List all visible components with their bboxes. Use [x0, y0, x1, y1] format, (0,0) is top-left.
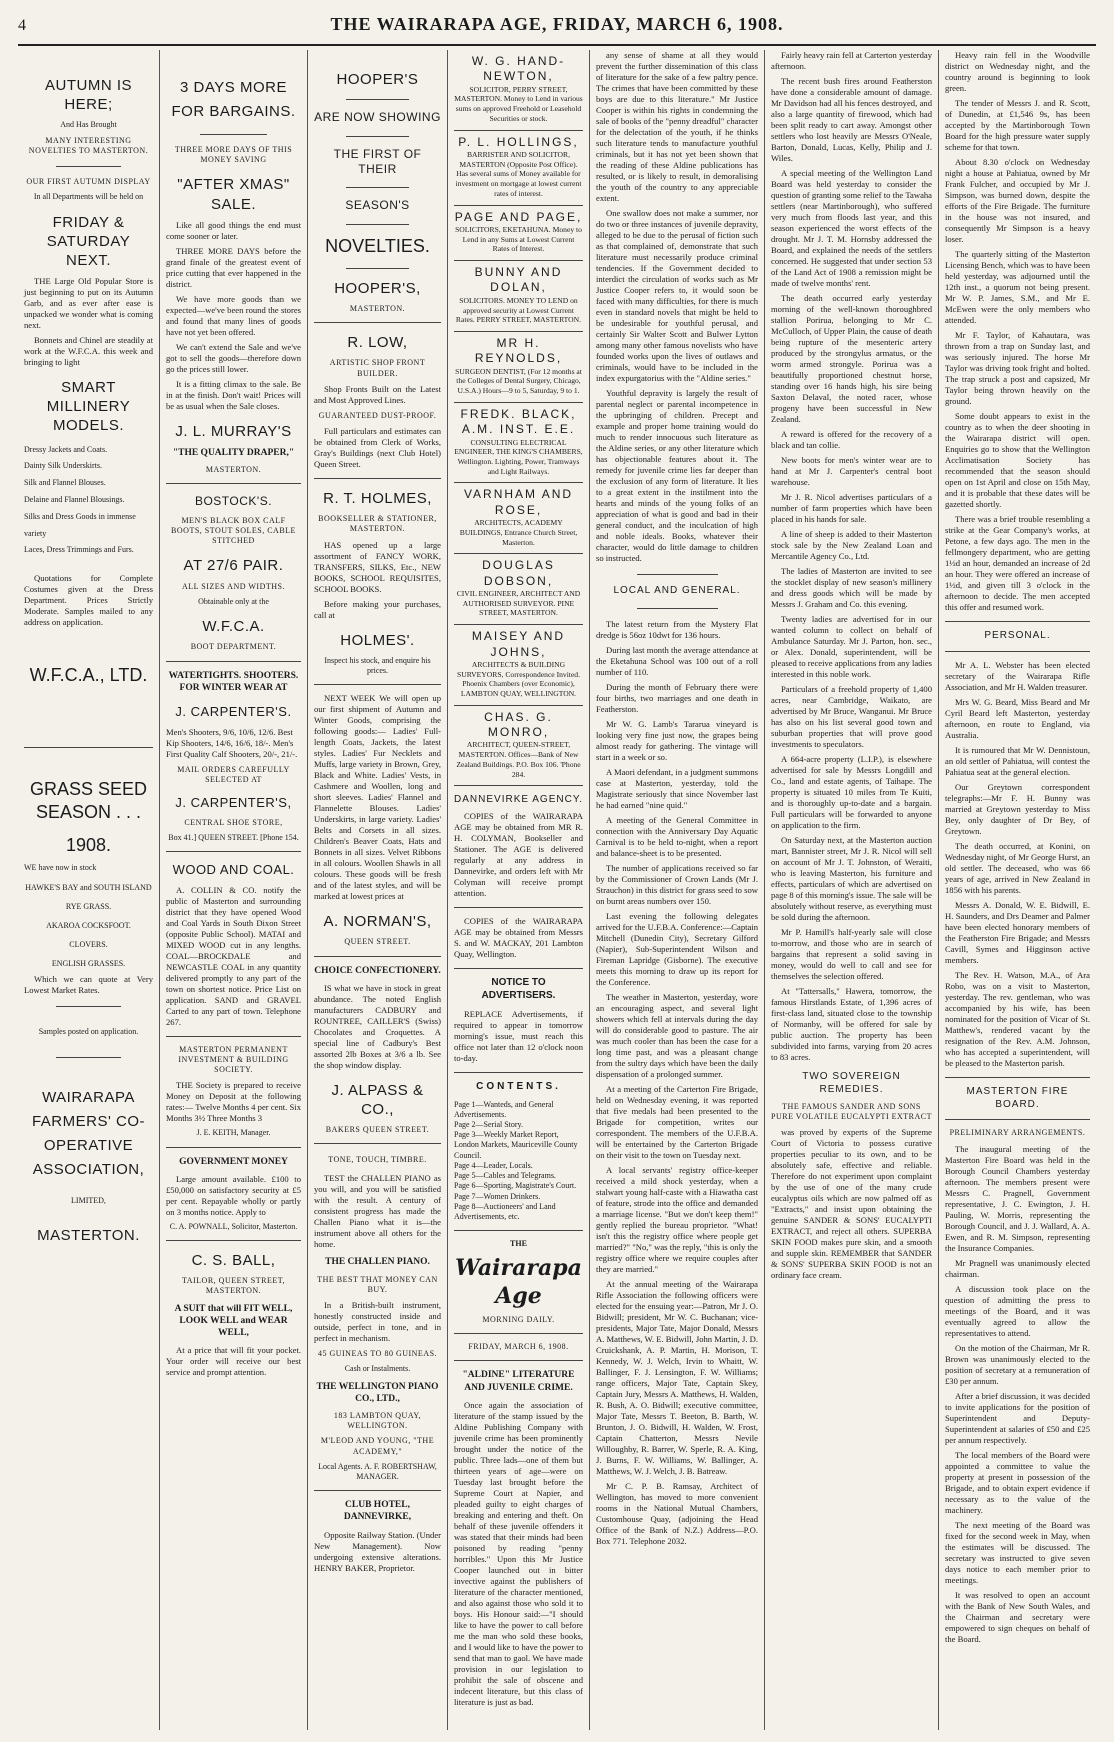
paper-logo: Wairarapa Age	[455, 1254, 582, 1309]
local-item: At the annual meeting of the Wairarapa Rifle Association the following officers were elected for the ensuing year:—Patron, Mr J. O. Bidwill; president, Mr W. C. Buchanan; vice-presidents, Major Tate, Major Donald, Messrs A. Matthews, W. E. Bidwill, John Martin, J. D. Cruickshank, A. P. Martin, H. Morison, T. Kennedy, W. J. Welch, Irvin to Whaitt, W. Ballinger, F. J. Lensington, F. W. Williams; range officers, Major Tate, Captain Skey, Captain Jury, Messrs A. Matthews, H. Walden, R. Bush, A. O. Bidwill; executive committee, Major Tate, Messrs T. Beeton, B. Barth, W. Brunton, J. O. Bidwill, H. Walden, W. Frost, Captain Chatterton, Messrs Nevile Willoughby, R. Barrer, W. Sperle, R. A. King, J. Burns, F. W. Williams, W. Ballinger, A. Matthews, W. J. Welch, J. B. Batreaw.	[596, 1278, 758, 1476]
carpenter-heading-2: J. CARPENTER'S,	[175, 794, 292, 810]
grass-heading: GRASS SEED SEASON . . .	[29, 779, 148, 823]
list-item: Dainty Silk Underskirts.	[24, 461, 102, 471]
list-item: Silks and Dress Goods in immense variety	[24, 511, 136, 538]
three-more-text: THREE MORE DAYS OF THIS MONEY SAVING	[174, 145, 293, 165]
card-line: ARCHITECTS & BUILDING SURVEYORS, Correspondence Invited. Phoenix Chambers (over Economic), LAMBTON QUAY, WELLINGTON.	[457, 659, 580, 699]
card-line: SOLICITOR, PERRY STREET, MASTERTON. Money to Lend in various sums on approved Freehold or Leasehold Securities or stock.	[454, 84, 583, 123]
business-card	[454, 206, 583, 262]
local-item: A Maori defendant, in a judgment summons case at Masterton, yesterday, told the Magistrate seriously that since November last he had earned "nine quid."	[596, 766, 758, 810]
ball-heading: C. S. BALL,	[191, 1252, 276, 1270]
masterton-text: MASTERTON.	[37, 1227, 140, 1245]
friday-heading: FRIDAY & SATURDAY NEXT.	[46, 213, 131, 269]
card-line: CONSULTING ELECTRICAL ENGINEER, THE KING'S CHAMBERS, Wellington. Lighting, Power, Tramways and Light Railways.	[454, 437, 583, 476]
pownall-text: C. A. POWNALL, Solicitor, Masterton.	[169, 1221, 298, 1231]
farmers-heading: WAIRARAPA FARMERS' CO-OPERATIVE ASSOCIATION,	[31, 1088, 146, 1178]
sizes-text: ALL SIZES AND WIDTHS.	[182, 581, 285, 591]
choice-heading: CHOICE CONFECTIONERY.	[314, 965, 441, 976]
local-item: The number of applications received so far by the Commissioner of Crown Lands (Mr J. Strauchon) in this district for grass seed to sow on burnt areas numbers over 150.	[596, 862, 758, 906]
grass-list	[24, 878, 153, 974]
price-text: AT 27/6 PAIR.	[183, 557, 284, 575]
wellington-piano-heading: THE WELLINGTON PIANO CO., LTD.,	[316, 1381, 439, 1404]
local-item: During last month the average attendance at the Eketahuna School was 100 out of a roll number of 110.	[596, 644, 758, 677]
sale-heading: "AFTER XMAS" SALE.	[177, 176, 290, 213]
list-item: Page 7—Women Drinkers.	[454, 1191, 541, 1201]
local-item: Particulars of a freehold property of 1,400 acres, near Cambridge, Waikato, are advertised by Mr Bruce, Wanganui. Mr Bruce has also on his list several good town and suburban properties that will prove good investments to speculators.	[771, 684, 932, 749]
carpenter-heading: J. CARPENTER'S.	[175, 703, 292, 719]
challen-text: TEST the CHALLEN PIANO as you will, and you will be satisfied with the result. A century of consistent progress has made the Challen Piano what it is—the instrument above all others for the home.	[314, 1173, 441, 1250]
central-text: CENTRAL SHOE STORE,	[184, 817, 283, 827]
local-item: On Saturday next, at the Masterton auction mart, Bannister street, Mr J. R. Nicol will sell on account of Mr J. T. Johnston, of Weraiti, who is leaving Masterton, his furniture and effects, particulars of which are advertised on page 8 of this morning's issue. The sale will be absolutely without reserve, as everything must be sold during the afternoon.	[771, 835, 932, 922]
notice-heading: NOTICE TO ADVERTISERS.	[481, 977, 556, 1001]
waterights-heading: WATERTIGHTS. SHOOTERS. FOR WINTER WEAR AT	[168, 670, 299, 693]
local-heading: LOCAL AND GENERAL.	[613, 585, 741, 596]
leader-text-2: any sense of shame at all they would prevent the further dissemination of this class of literature for the sake of a few paltry pence. The crimes that have been committed by these boys are due to this literature." Mr Justice Cooper is within his rights in condemning the sale of books of the "penny dreadful" character for the delectation of the youth, if he thinks such literature tends to manufacture youthful criminals, but it has not yet been shown that the reading of these Aldine publications has resulted, or is likely to result, in demoralising the youth of the country to any appreciable extent.	[596, 50, 758, 203]
fire-board-item: Mr Pragnell was unanimously elected chairman.	[945, 1257, 1090, 1279]
card-name: CHAS. G. MONRO,	[484, 709, 553, 740]
contents-heading: CONTENTS.	[476, 1080, 561, 1092]
boot-dept-text: BOOT DEPARTMENT.	[190, 642, 277, 652]
fire-board-item: It was resolved to open an account with the Bank of New South Wales, and the Chairman and secretary were empowered to sign cheques on behalf of the Board.	[945, 1589, 1090, 1644]
building-text: THE Society is prepared to receive Money on Deposit at the following rates:— Twelve Months 4 per cent. Six Months 3½ Three Months 3	[166, 1080, 301, 1124]
grass-seed-ad	[24, 778, 153, 1245]
low-heading: R. LOW,	[347, 334, 408, 352]
list-item: AKAROA COCKSFOOT.	[46, 920, 131, 930]
obtainable-text: Obtainable only at the	[198, 596, 269, 606]
list-item: Page 6—Sporting, Magistrate's Court.	[454, 1181, 577, 1191]
list-item: Page 5—Cables and Telegrams.	[454, 1171, 556, 1181]
best-text: THE BEST THAT MONEY CAN BUY.	[317, 1274, 438, 1294]
card-name: VARNHAM AND ROSE,	[463, 487, 574, 517]
local-item: Twenty ladies are advertised for in our wanted column to collect on behalf of Ambulance Saturday. Mr J. Parton, hon. sec., or Alex. Donald, superintendent, will be pleased to receive applications from any ladies interested in this noble work.	[771, 614, 932, 679]
sale-paragraph-5: It is a fitting climax to the sale. Be in at the finish. Don't wait! Prices will be as usual when the Sale closes.	[166, 378, 301, 411]
guineas-text: 45 GUINEAS TO 80 GUINEAS.	[317, 1349, 438, 1359]
dannevirke-heading: DANNEVIRKE AGENCY.	[454, 794, 583, 806]
bostock-heading: BOSTOCK'S.	[194, 494, 273, 509]
norman-heading: A. NORMAN'S,	[323, 913, 432, 931]
local-item: The weather in Masterton, yesterday, wore an encouraging aspect, and several light showers which fell at intervals during the day will do considerable good to pasture. The air was much cooler than has been the case for a long time past, and was a pleasant change from the sultry days which have been the daily dispensation of a prolonged summer.	[596, 991, 758, 1079]
business-card	[454, 261, 583, 332]
column-6	[765, 50, 939, 1730]
list-item: Laces, Dress Trimmings and Furs.	[24, 545, 134, 555]
card-name: FREDK. BLACK, A.M. INST. E.E.	[460, 406, 577, 437]
fire-board-subheading: PRELIMINARY ARRANGEMENTS.	[949, 1128, 1086, 1138]
card-name: W. G. HAND-NEWTON,	[471, 54, 566, 84]
list-item: CLOVERS.	[69, 940, 108, 950]
wood-text: A. COLLIN & CO. notify the public of Masterton and surrounding district that they have opened Wood and Coal Yards in South Dixon Street (opposite Public School). MATAI and MIXED WOOD cut in any lengths. COAL—BROCKDALE and NEWCASTLE COAL in any quantity delivered promptly to any part of the town on shortest notice. Price List on application. SAND and GRAVEL Carted to any part of town. Telephone 267.	[166, 884, 301, 1027]
tailor-text: TAILOR, QUEEN STREET, MASTERTON.	[181, 1276, 286, 1296]
editorial-masthead	[454, 1239, 583, 1361]
copies-text-1: COPIES of the WAIRARAPA AGE may be obtained from MR R. H. COLYMAN, Bookseller and Stationer. The AGE is delivered regularly at any address in Dannevirke, and orders left with Mr Colyman will receive prompt attention.	[454, 811, 583, 899]
card-name: DOUGLAS DOBSON,	[482, 558, 555, 588]
column-3	[308, 50, 448, 1730]
local-item: At a meeting of the Carterton Fire Brigade, held on Wednesday evening, it was reported that five medals had been presented to the Brigade for competition, writes our correspondent. The members of the U.F.B.A. will be entertained by the Carterton Brigade on their visit to the town on Tuesday next.	[596, 1083, 758, 1160]
ball-tailor-ad	[166, 1251, 301, 1378]
remedies-subheading: THE FAMOUS SANDER AND SONS PURE VOLATILE EUCALYPTI EXTRACT	[771, 1101, 932, 1121]
list-item: Page 1—Wanteds, and General Advertisements.	[454, 1099, 554, 1119]
personal-item: It is rumoured that Mr W. Dennistoun, an old settler of Pahiatua, will contest the Pahiatua seat at the general election.	[945, 744, 1090, 777]
business-card	[454, 131, 583, 206]
card-line: ARCHITECTS, ACADEMY BUILDINGS, Entrance Church Street, Masterton.	[459, 518, 578, 547]
days-heading: 3 DAYS MORE FOR BARGAINS.	[171, 79, 296, 120]
local-item: About 8.30 o'clock on Wednesday night a house at Pahiatua, owned by Mr Frank Fulcher, and occupied by Mr J. Simpson, was burned down, despite the efforts of the Fire Brigade. The furniture in the house was not insured, and consequently Mr Simpson is a heavy loser.	[945, 157, 1090, 244]
murray-heading: J. L. MURRAY'S	[175, 422, 292, 440]
shooters-text: Men's Shooters, 9/6, 10/6, 12/6. Best Kip Shooters, 14/6, 16/6, 18/-. Men's First Quality Calf Shooters, 20/-, 21/-.	[166, 726, 298, 759]
local-item: A special meeting of the Wellington Land Board was held yesterday to consider the question of granting some relief to the Tawaha settlers (near Martinborough), who suffered very much from floods last year, and this season experienced the worst effects of the drought. Mr J. T. M. Hornsby addressed the Board, and explained the needs of the settlers concerned. He suggested that under section 53 of the Land Act of 1908 a remission might be made of twelve months' rent.	[771, 168, 932, 288]
bostock-ad	[166, 494, 301, 652]
business-card	[454, 332, 583, 403]
challen-piano-ad	[314, 1152, 441, 1482]
departments-text: In all Departments will be held on	[33, 192, 144, 202]
stock-text: WE have now in stock	[24, 863, 97, 873]
notice-text: REPLACE Advertisements, if required to appear in tomorrow morning's issue, must reach this office not later than 12 o'clock noon to-day.	[454, 1008, 583, 1063]
suit-heading: A SUIT that will FIT WELL, LOOK WELL and WEAR WELL,	[174, 1303, 293, 1338]
list-item: Page 4—Leader, Locals.	[454, 1160, 533, 1170]
list-item: Delaine and Flannel Blousings.	[24, 495, 125, 505]
holmes-heading: R. T. HOLMES,	[323, 489, 432, 507]
columns	[18, 50, 1096, 1730]
list-item: HAWKE'S BAY and SOUTH ISLAND RYE GRASS.	[25, 882, 152, 911]
personal-item: Messrs A. Donald, W. E. Bidwill, E. H. Saunders, and Drs Deamer and Palmer have been elected honorary members of the Featherston Fire Brigade; and Messrs Cavill, Symes and Higginson active members.	[945, 899, 1090, 965]
masthead	[18, 14, 1096, 46]
editorial-date: FRIDAY, MARCH 6, 1908.	[468, 1342, 569, 1352]
challen-heading: THE CHALLEN PIANO.	[325, 1257, 430, 1268]
fire-board-item: After a brief discussion, it was decided to invite applications for the position of Superintendent and Deputy-Superintendent at salaries of £50 and £25 per annum respectively.	[945, 1390, 1090, 1445]
personal-item: Mr A. L. Webster has been elected secretary of the Wairarapa Rifle Association, and Mr H. Walden treasurer.	[945, 659, 1090, 692]
low-ad	[314, 333, 441, 470]
local-item: Fairly heavy rain fell at Carterton yesterday afternoon.	[771, 50, 932, 71]
gov-text: Large amount available. £100 to £50,000 on satisfactory security at £5 per cent. Repayable wholly or partly on 3 months notice. Apply to	[166, 1173, 301, 1217]
low-text: Shop Fronts Built on the Latest and Most Approved Lines.	[314, 383, 441, 405]
wfca-autumn-ad	[24, 76, 153, 687]
quotations-text: Quotations for Complete Costumes given at the Dress Department. Prices Strictly Moderate. Samples mailed to any address on application.	[24, 573, 153, 628]
holmes-text-2: Before making your purchases, call at	[314, 598, 441, 620]
local-item: New boots for men's winter wear are to hand at Mr J. Carpenter's central boot warehouse.	[771, 455, 932, 487]
club-text: Opposite Railway Station. (Under New Management). Now undergoing extensive alterations. HENRY BAKER, Proprietor.	[314, 1529, 441, 1573]
card-name: BUNNY AND DOLAN,	[474, 265, 563, 295]
local-item: A local servants' registry office-keeper received a mild shock yesterday, when a stalwart young half-caste with a Hiawatha cast of feature, strode into the office and demanded a marriage license. "But we don't keep them!" gently replied the bureau proprietor. "What! isn't this the registry office where people get married?" "No," was the reply, "this is only the registry office where we require couples after they are married."	[596, 1164, 758, 1274]
mcleod-text: M'LEOD AND YOUNG, "THE ACADEMY,"	[320, 1436, 435, 1456]
local-item: The ladies of Masterton are invited to see the stocklet display of new season's millinery and dress goods which will be made by Messrs J. Graham and Co. this evening.	[771, 566, 932, 609]
remedies-text: was proved by experts of the Supreme Court of Victoria to possess curative properties peculiar to its own, and to be absolutely safe, effective and reliable. Therefore do not experiment upon complaint by the use of one of the many crude eucalyptus oils which are now palmed off as "Extracts," and insist upon obtaining the genuine SANDER & SONS' EUCALYPTI EXTRACT, and reject all others. SUPERBA SKIN FOOD makes pure skin, and a smooth and supple skin. REMEMBER that SANDER & SONS' SUPERBA SKIN FOOD is not an ordinary face cream.	[771, 1127, 932, 1281]
local-item: The recent bush fires around Featherston have done a considerable amount of damage. Mr Davidson had all his fences destroyed, and also a large quantity of firewood, which had been split ready to cart away. Amongst other settlers who lost heavily are Messrs O'Neale, Barton, Donald, Lucas, Kelly, Philip and J. Wiles.	[771, 76, 932, 163]
norman-ad	[314, 693, 441, 947]
list-item: Silk and Flannel Blouses.	[24, 478, 106, 488]
quote-text: Which we can quote at Very Lowest Market Rates.	[24, 973, 153, 995]
local-item: Mr P. Hamill's half-yearly sale will close to-morrow, and those who are in search of bargains that represent a solid saving in money, would do well to call and see for themselves the selection offered.	[771, 927, 932, 981]
norman-street: QUEEN STREET.	[344, 937, 411, 947]
guaranteed-text: GUARANTEED DUST-PROOF.	[318, 410, 437, 420]
local-item: A meeting of the General Committee in connection with the Anniversary Day Aquatic Carnival is to be held to-night, when a report and balance-sheet is to be presented.	[596, 814, 758, 858]
murray-sale-ad	[166, 76, 301, 475]
local-item: During the month of February there were four births, two marriages and one death in Featherston.	[596, 681, 758, 714]
wfca-text: W.F.C.A.	[202, 618, 265, 636]
building-heading: MASTERTON PERMANENT INVESTMENT & BUILDING SOCIETY.	[178, 1044, 289, 1075]
novelties-text: MANY INTERESTING NOVELTIES TO MASTERTON.	[28, 135, 149, 155]
contents-list	[454, 1100, 583, 1223]
list-item: Dressy Jackets and Coats.	[24, 444, 108, 454]
confectionery-ad	[314, 965, 441, 1136]
local-item: The quarterly sitting of the Masterton Licensing Bench, which was to have been held yesterday, was adjourned until the 12th inst., a quorum not being present. Mr W. P. James, S.M., and Mr E. McEwen were the only members who attended.	[945, 249, 1090, 325]
fire-board-heading: MASTERTON FIRE BOARD.	[966, 1085, 1069, 1110]
local-item: The tender of Messrs J. and R. Scott, of Dunedin, at £1,546 9s, has been accepted by the Martinborough Town Board for the high pressure water supply scheme for that town.	[945, 98, 1090, 152]
list-item: Page 8—Auctioneers' and Land Advertisements, etc.	[454, 1201, 556, 1222]
local-item: There was a brief trouble resembling a strike at the Gear Company's works, at Petone, a few days ago. The men in the fellmongery department, who are getting 1½d an hour, demanded an increase of 2d an hour. They were offered an increase of 1½d, and given till 3 o'clock in the afternoon to decide. The men accepted this offer and resumed work.	[945, 514, 1090, 612]
page-number: 4	[18, 17, 26, 34]
remedies-heading: TWO SOVEREIGN REMEDIES.	[802, 1071, 901, 1095]
local-item: Mr W. G. Lamb's Tararua vineyard is looking very fine just now, the grapes being almost ready for gathering. The vintage will start in a week or so.	[596, 718, 758, 762]
hooper-heading: HOOPER'S	[336, 71, 419, 88]
seasons-text: SEASON'S	[345, 198, 410, 213]
fire-board-item: The next meeting of the Board was fixed for the second week in May, when the estimates will be discussed. The secretary was instructed to give seven days notice to each member prior to meetings.	[945, 1519, 1090, 1585]
local-item: A line of sheep is added to their Masterton stock sale by the New Zealand Loan and Mercantile Agency Co., Ltd.	[771, 529, 932, 561]
building-society-ad	[166, 1045, 301, 1139]
leader-text: Once again the association of literature of the stamp issued by the Aldine Publishing Company with juvenile crime has been prominently brought under the notice of the public. Three lads—one of them but thirteen years of age—were on Tuesday last brought before the Supreme Court at Napier, and pleaded guilty to eight charges of breaking and entering and theft. On behalf of these juvenile offenders it was stated that their minds had been poisoned by reading "penny horribles." Upon this Mr Justice Cooper launched out in bitter invective against the publishers of literature of the character mentioned, and also against those who sold it to boys. His Honour said:—"I should like to have the power to call before me the man who sold these books, and I would like to have the power to send that man to gaol. We have made provision in our legislation to prohibit the sale of obscene and indecent literature, but this class of literature is just as bad.	[454, 1399, 583, 1707]
fire-board-item: The inaugural meeting of the Masterton Fire Board was held in the Borough Council Chambers yesterday afternoon. The members present were Messrs C. Pragnell, Government representative, J. C. Ewington, J. H. Pauling, W. Morris, representing the Borough Council, and J. J. Wallard, A. A. Ewen, and R. M. Simpson, representing the Insurance Companies.	[945, 1143, 1090, 1253]
cash-text: Cash or Instalments.	[344, 1364, 411, 1374]
autumn-paragraph-2: Bonnets and Chinel are steadily at work at the W.F.C.A. this week and bringing to light	[24, 335, 153, 368]
inspect-text: Inspect his stock, and enquire his prices.	[324, 655, 431, 676]
card-line: SOLICITORS. MONEY TO LEND on approved security at Lowest Current Rates. PERRY STREET, MASTERTON.	[455, 295, 582, 325]
holmes-ad	[314, 489, 441, 676]
personal-item: The Rev. H. Watson, M.A., of Ara Robo, was on a visit to Masterton, yesterday. The rev. gentleman, who was accompanied by his wife, has been nominated for the position of Vicar of St. Matthew's, rendered vacant by the resignation of the Rev. A.M. Johnson, who has accepted a superintendent, will be pleased to the Masterton parish.	[945, 969, 1090, 1068]
column-7	[939, 50, 1096, 1730]
business-card	[454, 50, 583, 131]
wood-coal-ad	[166, 862, 301, 1028]
fire-board-item: On the motion of the Chairman, Mr R. Brown was unanimously elected to the position of secretary at a remuneration of £30 per annum.	[945, 1342, 1090, 1386]
wfca-logo-text: W.F.C.A., LTD.	[29, 665, 148, 686]
samples-text: Samples posted on application.	[38, 1026, 139, 1036]
keith-text: J. E. KEITH, Manager.	[196, 1128, 271, 1138]
business-card	[454, 625, 583, 706]
fire-board-item: The local members of the Board were appointed a committee to value the property at present in possession of the Brigade, and to obtain expert evidence if necessary as to the value of the machinery.	[945, 1449, 1090, 1515]
card-name: P. L. HOLLINGS,	[458, 134, 579, 149]
choice-text: IS what we have in stock in great abundance. The noted English manufacturers CADBURY and ROUNTREE, CAILLER'S (Swiss) Chocolates and Croquettes. A special line of Cadbury's Best assorted 2lb Boxes at 3/6 a lb. See the shop window display.	[314, 982, 441, 1070]
club-hotel-ad	[314, 1499, 441, 1573]
column-2	[160, 50, 308, 1730]
item-list	[24, 442, 153, 560]
list-item: Page 2—Serial Story.	[454, 1120, 524, 1129]
artistic-text: ARTISTIC SHOP FRONT BUILDER.	[329, 358, 426, 378]
card-line: SOLICITORS, EKETAHUNA. Money to Lend in any Sums at Lowest Current Rates of Interest.	[455, 224, 582, 254]
holmes-text: HAS opened up a large assortment of FANCY WORK, TRANSFERS, SILKS, Etc., NEW BOOKS, SCHOOL REQUISITES, SCHOOL BOOKS.	[314, 539, 441, 594]
queen-text: Box 41.] QUEEN STREET. [Phone 154.	[168, 832, 299, 842]
business-card	[454, 706, 583, 787]
business-card	[454, 403, 583, 484]
display-text: OUR FIRST AUTUMN DISPLAY	[26, 177, 151, 187]
local-item: Mr J. R. Nicol advertises particulars of a number of farm properties which have been placed in his hands for sale.	[771, 492, 932, 524]
card-line: CIVIL ENGINEER, ARCHITECT AND AUTHORISED SURVEYOR. PINE STREET, MASTERTON.	[456, 589, 581, 618]
personal-item: Our Greytown correspondent telegraphs:—Mr F. H. Bunny was married at Greytown yesterday to Miss Bey, only daughter of Dr Bey, of Greytown.	[945, 781, 1090, 836]
government-money-ad	[166, 1156, 301, 1232]
year-heading: 1908.	[65, 835, 112, 856]
card-name: MAISEY AND JOHNS,	[471, 629, 566, 659]
hooper-town: MASTERTON.	[349, 303, 406, 313]
local-item: Last evening the following delegates arrived for the U.F.B.A. Conference:—Captain Mitchell (Dunedin City), Secretary Gilford (Napier), Sub-Superintendent Wilson and Fireman Lapridge (Gisborne). The executive meets this morning to draw up its report for the Conference.	[596, 910, 758, 987]
professional-cards	[454, 50, 583, 786]
hooper-ad	[314, 70, 441, 314]
first-text: THE FIRST OF THEIR	[333, 146, 422, 176]
quality-text: "THE QUALITY DRAPER,"	[172, 448, 295, 459]
local-item: At "Tattersalls," Hawera, tomorrow, the famous Hirstlands Estate, of 1,396 acres of first-class land, situated close to the township of Normanby, will be offered for sale by public auction. The property has been subdivided into farms, varying from 20 acres to 83 acres.	[771, 986, 932, 1062]
business-card	[454, 554, 583, 625]
low-text-2: Full particulars and estimates can be obtained from Clerk of Works, Gray's Buildings (next Club Hotel) Queen Street.	[314, 425, 441, 469]
calf-text: MEN'S BLACK BOX CALF BOOTS, STOUT SOLES, CABLE STITCHED	[171, 515, 296, 546]
copies-text-2: COPIES of the WAIRARAPA AGE may be obtained from Messrs S. and W. MACKAY, 201 Lambton Quay, Wellington.	[454, 916, 583, 960]
sale-paragraph-4: We can't extend the Sale and we've got to sell the goods—therefore down go the prices still lower.	[166, 341, 301, 374]
now-showing: ARE NOW SHOWING	[314, 110, 441, 125]
local-item: The death occurred early yesterday morning of the well-known thoroughbred stallion Porirua, belonging to Mr C. McCulloch, of Upper Plain, the cause of death being rupture of the mesenteric artery produced by the strongylus armatus, or the worm armed strongyle. Porirua was a beautifully proportioned chestnut horse, standing over 16 hands high, his sire being Saxton Delaval, the noted racer, whose progeny have been successful in New Zealand.	[771, 293, 932, 424]
column-5	[590, 50, 765, 1730]
card-name: PAGE AND PAGE,	[454, 209, 583, 224]
alpass-heading: J. ALPASS & CO.,	[331, 1081, 424, 1119]
fire-board-item: A discussion took place on the question of admitting the press to meetings of the Board, and it was eventually agreed to allow the representatives to attend.	[945, 1283, 1090, 1338]
autumn-heading: AUTUMN IS HERE;	[45, 77, 132, 114]
morning-text: MORNING DAILY.	[482, 1314, 555, 1324]
personal-item: The death occurred, at Konini, on Wednesday night, of Mr George Hurst, an old settler. The deceased, who was 66 years of age, arrived in New Zealand in 1856 with his parents.	[945, 840, 1090, 895]
column-4	[448, 50, 590, 1730]
holmes-heading-2: HOLMES'.	[340, 631, 415, 649]
bakers-text: BAKERS QUEEN STREET.	[325, 1125, 430, 1135]
club-heading: CLUB HOTEL, DANNEVIRKE,	[343, 1500, 412, 1523]
wood-heading: WOOD AND COAL.	[172, 862, 295, 878]
local-item: A 664-acre property (L.I.P.), is elsewhere advertised for sale by Messrs Longdill and Co., land and estate agents, of Taihape. The property is situated 10 miles from Te Kuiti, and is thoroughly up-to-date and a bargain. Full particulars will be forwarded to anyone on application to the firm.	[771, 754, 932, 830]
list-item: Page 3—Weekly Market Report, London Markets, Mauriceville County Council.	[454, 1130, 578, 1160]
card-line: ARCHITECT, QUEEN-STREET, MASTERTON. Offices—Bank of New Zealand Buildings. P.O. Box 106. 'Phone 284.	[456, 740, 581, 779]
limited-text: LIMITED,	[71, 1195, 106, 1205]
personal-heading: PERSONAL.	[984, 630, 1051, 641]
autumn-paragraph-1: THE Large Old Popular Store is just beginning to put on its Autumn Garb, and as ever after ease is unpacked we wonder what is coming next.	[24, 276, 153, 331]
the-text: THE	[510, 1239, 527, 1249]
local-item: Mr F. Taylor, of Kahautara, was thrown from a trap on Sunday last, and was seriously injured. The horse Mr Taylor was driving took fright and bolted. The trap struck a post and capsized, Mr Taylor being thrown heavily on the ground.	[945, 330, 1090, 406]
column-1	[18, 50, 160, 1730]
murray-town: MASTERTON.	[205, 465, 262, 475]
sale-paragraph-3: We have more goods than we expected—we've been round the stores and found that many lines of goods have not yet been offered.	[166, 293, 301, 337]
norman-text: NEXT WEEK We will open up our first shipment of Autumn and Winter Goods, comprising the following goods:— Ladies' Full-length Coats, Jackets, the latest styles. Ladies' Fur Necklets and Muffs, large variety in Brown, Grey, Black and White. Ladies' Vests, in Cashmere and Woollen, long and short sleeves. Ladies' Flannel and Flannelette Blouses. Ladies' Underskirts, in large variety. Ladies' Belts and Corsets in all sizes. Children's Beaver Coats, Hats and Bonnets in all sizes. Velvet Ribbons in all colours. Woollen Shawls in all colours. These goods will be fresh and of the latest styles, and will be marked at lowest prices at	[314, 693, 441, 902]
carpenter-ad	[166, 670, 301, 844]
gov-heading: GOVERNMENT MONEY	[179, 1156, 288, 1167]
leader-heading: "ALDINE" LITERATURE AND JUVENILE CRIME.	[462, 1370, 575, 1393]
card-line: BARRISTER AND SOLICITOR, MASTERTON (Opposite Post Office). Has several sums of Money available for investment on mortgage at lowest current rates of interest.	[455, 149, 582, 198]
agents-text: Local Agents. A. F. ROBERTSHAW, MANAGER.	[318, 1461, 437, 1482]
sale-paragraph-2: THREE MORE DAYS before the grand finale of the greatest event of price cutting that ever happened in the district.	[166, 245, 301, 289]
suit-text: At a price that will fit your pocket. Your order will receive our best service and prompt attention.	[166, 1345, 301, 1378]
lambton-text: 183 LAMBTON QUAY, WELLINGTON.	[333, 1410, 422, 1431]
personal-item: Mrs W. G. Beard, Miss Beard and Mr Cyril Beard left Masterton, yesterday afternoon, en route to England, via Australia.	[945, 696, 1090, 740]
business-card	[454, 483, 583, 554]
local-item: The latest return from the Mystery Flat dredge is 56oz 10dwt for 136 hours.	[596, 618, 758, 640]
brought-text: And Has Brought	[60, 120, 117, 130]
hooper-heading-2: HOOPER'S,	[334, 279, 421, 297]
sale-paragraph-1: Like all good things the end must come sooner or later.	[166, 219, 301, 241]
novelties-heading: NOVELTIES.	[325, 235, 430, 256]
newspaper-title: THE WAIRARAPA AGE, FRIDAY, MARCH 6, 1908.	[330, 14, 784, 34]
mail-text: MAIL ORDERS CAREFULLY SELECTED AT	[177, 764, 290, 784]
local-item: Mr C. P. B. Ramsay, Architect of Wellington, has moved to more convenient rooms in the National Mutual Chambers, Customhouse Quay, (adjoining the Head Office of the Bank of N.Z.) Address—P.O. Box 771. Telephone 2032.	[596, 1480, 758, 1546]
bookseller-text: BOOKSELLER & STATIONER, MASTERTON.	[318, 514, 437, 534]
challen-text-2: In a British-built instrument, honestly constructed inside and outside, perfect in tone, and in perfect in mechanism.	[314, 1300, 441, 1344]
tone-text: TONE, TOUCH, TIMBRE.	[328, 1155, 427, 1165]
local-item: Heavy rain fell in the Woodville district on Wednesday night, and the country around is beginning to look green.	[945, 50, 1090, 93]
local-item: A reward is offered for the recovery of a black and tan collie.	[771, 429, 932, 450]
card-name: MR H. REYNOLDS,	[474, 335, 563, 366]
leader-text-3: One swallow does not make a summer, nor do two or three instances of juvenile depravity, alleged to be due to the perusal of fiction such as that complained of, demonstrate that such literature must necessarily produce criminal tendencies. If the Government decided to interdict the circulation of works such as Mr Justice Cooper refers to, it would soon be faced with many difficulties, for there is much even in standard novels that might be held to be undesirable for youthful perusal, and certainly Sir Walter Scott and Bulwer Lytton among many other famous novelists who have founded works upon the lives of outlaws and criminals, would have to be included in the index expurgatorius with the "Aldine series."	[596, 208, 758, 383]
local-item: Some doubt appears to exist in the country as to when the deer shooting in the Wairarapa district will open. Enquiries go to show that the Wellington Acclimatisation Society has recommended that the season should open on 1st April and close on 15th May, and it is probable that these dates will be gazetted shortly.	[945, 411, 1090, 509]
leader-text-4: Youthful depravity is largely the result of parental neglect or parental incompetence in the upbringing of children. Precept and example and proper home training would do much to render innocuous such literature as the Aldine series, or any other literature which has objectionable features about it. The remedy for juvenile crime lies far deeper than the exclusion of any form of literature. It lies to a great extent in the instilment into the hearts and minds of the young folks of an appreciation of what is good and bad in their general conduct, and the inculcation of high and noble ideals. Books, whatever their character, would do little damage to children so instructed.	[596, 388, 758, 563]
card-line: SURGEON DENTIST, (For 12 months at the Colleges of Dental Surgery, Chicago, U.S.A.) Hours—9 to 5, Saturday, 9 to 1.	[455, 366, 582, 396]
millinery-heading: SMART MILLINERY MODELS.	[46, 379, 131, 435]
list-item: ENGLISH GRASSES.	[51, 959, 126, 969]
